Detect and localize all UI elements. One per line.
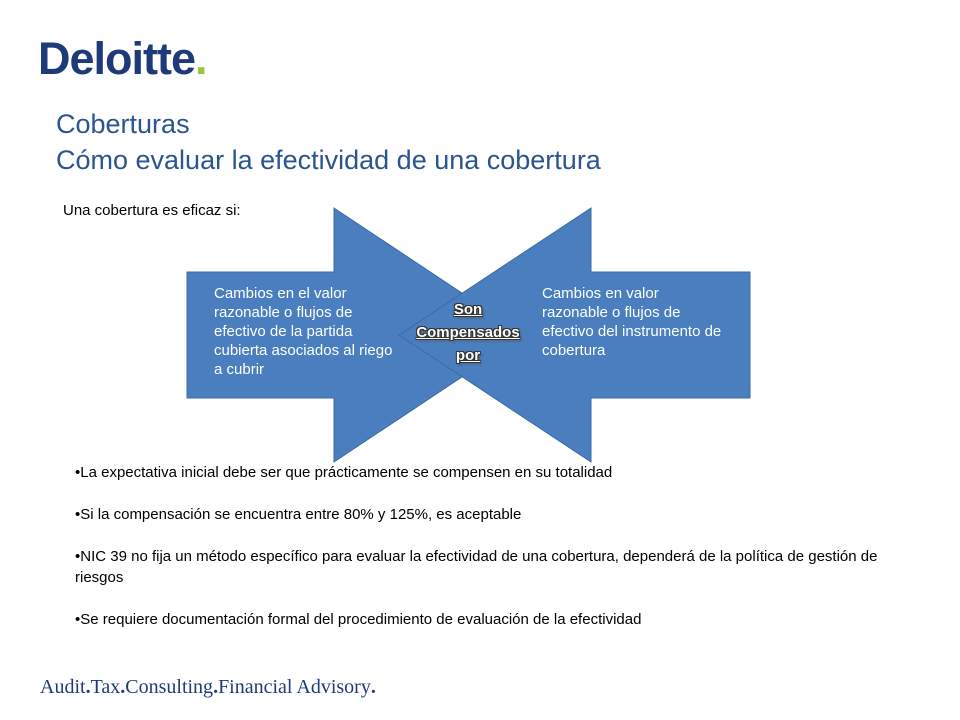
footer-separator: . [370,676,376,698]
footer-item-tax: Tax [90,676,121,698]
logo-dot: . [195,33,207,84]
footer-separator: . [213,676,219,698]
intro-text: Una cobertura es eficaz si: [63,202,241,219]
footer-item-consulting: Consulting [125,676,214,698]
logo-wordmark: Deloitte [38,33,196,84]
center-label [398,298,538,367]
title-line-1: Coberturas [56,109,190,139]
bullet-item: •Se requiere documentación formal del procedimiento de evaluación de la efectividad [75,611,642,628]
footer-item-audit: Audit [40,676,86,698]
bullet-item: •La expectativa inicial debe ser que prácticamente se compensen en su totalidad [75,464,613,481]
bullet-list [75,462,895,651]
bullet-item: •Si la compensación se encuentra entre 80% y 125%, es aceptable [75,506,522,523]
center-label-line-3: por [455,347,481,364]
footer-services [40,676,376,699]
footer-separator: . [85,676,91,698]
footer-separator: . [120,676,126,698]
center-label-line-2: Compensados [416,324,520,341]
right-arrow-text: Cambios en valor razonable o flujos de efectivo del instrumento de cobertura [542,285,722,359]
footer-item-financial-advisory: Financial Advisory [218,676,371,698]
bullet-item: •NIC 39 no fija un método específico para evaluar la efectividad de una cobertura, dependerá de la política de gestión de riesgos [75,548,878,586]
title-line-2: Cómo evaluar la efectividad de una cobertura [56,145,601,175]
left-arrow-text: Cambios en el valor razonable o flujos de efectivo de la partida cubierta asociados al riego a cubrir [214,285,393,378]
center-label-line-1: Son [453,301,483,318]
